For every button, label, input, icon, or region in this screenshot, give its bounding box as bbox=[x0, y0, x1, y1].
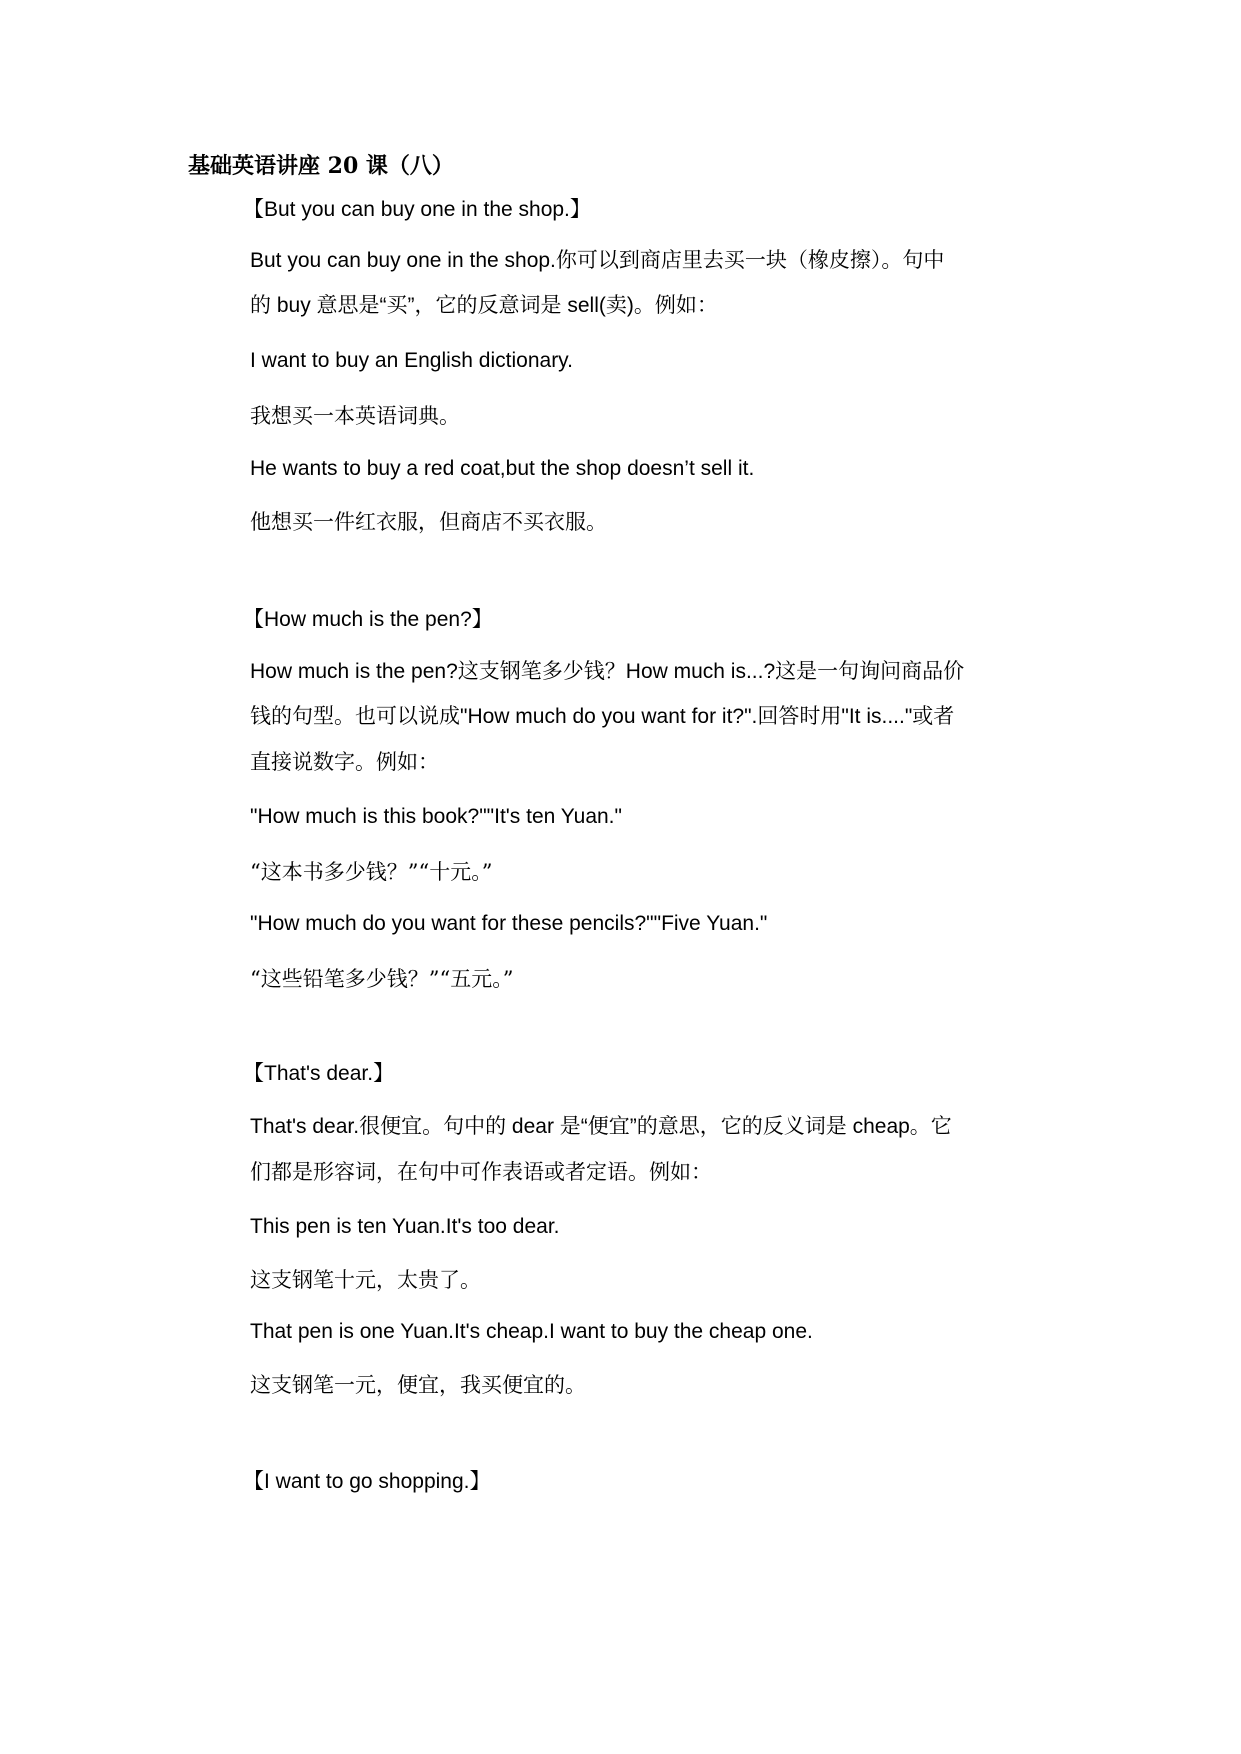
section-heading-how-much: 【How much is the pen?】 bbox=[243, 608, 493, 631]
paragraph-line: 的 buy 意思是“买”，它的反意词是 sell(卖)。例如： bbox=[250, 294, 718, 317]
document-title: 基础英语讲座 20 课（八） bbox=[188, 153, 454, 179]
paragraph-line: That's dear.很便宜。句中的 dear 是“便宜”的意思，它的反义词是 cheap。它 bbox=[250, 1115, 952, 1138]
example-translation: 他想买一件红衣服，但商店不买衣服。 bbox=[250, 510, 607, 534]
section-heading-buy: 【But you can buy one in the shop.】 bbox=[243, 198, 591, 221]
section-heading-dear: 【That's dear.】 bbox=[243, 1062, 395, 1085]
example-sentence: "How much do you want for these pencils?""Five Yuan." bbox=[250, 912, 768, 935]
example-sentence: He wants to buy a red coat,but the shop doesn’t sell it. bbox=[250, 457, 755, 480]
paragraph-line: But you can buy one in the shop.你可以到商店里去买一块（橡皮擦）。句中 bbox=[250, 249, 945, 272]
example-translation: 这支钢笔一元，便宜，我买便宜的。 bbox=[250, 1373, 586, 1397]
paragraph-line: 直接说数字。例如： bbox=[250, 750, 439, 774]
example-translation: 我想买一本英语词典。 bbox=[250, 404, 460, 428]
paragraph-line: 钱的句型。也可以说成"How much do you want for it?".回答时用"It is...."或者 bbox=[250, 705, 955, 728]
paragraph-line: How much is the pen?这支钢笔多少钱？How much is...?这是一句询问商品价 bbox=[250, 660, 965, 683]
paragraph-line: 们都是形容词，在句中可作表语或者定语。例如： bbox=[250, 1160, 712, 1184]
example-sentence: That pen is one Yuan.It's cheap.I want to buy the cheap one. bbox=[250, 1320, 813, 1343]
example-sentence: "How much is this book?""It's ten Yuan." bbox=[250, 805, 622, 828]
example-translation: “这些铅笔多少钱？”“五元。” bbox=[250, 967, 514, 991]
example-translation: “这本书多少钱？”“十元。” bbox=[250, 860, 493, 884]
example-sentence: I want to buy an English dictionary. bbox=[250, 349, 573, 372]
section-heading-shopping: 【I want to go shopping.】 bbox=[243, 1470, 491, 1493]
example-sentence: This pen is ten Yuan.It's too dear. bbox=[250, 1215, 560, 1238]
example-translation: 这支钢笔十元，太贵了。 bbox=[250, 1268, 481, 1292]
